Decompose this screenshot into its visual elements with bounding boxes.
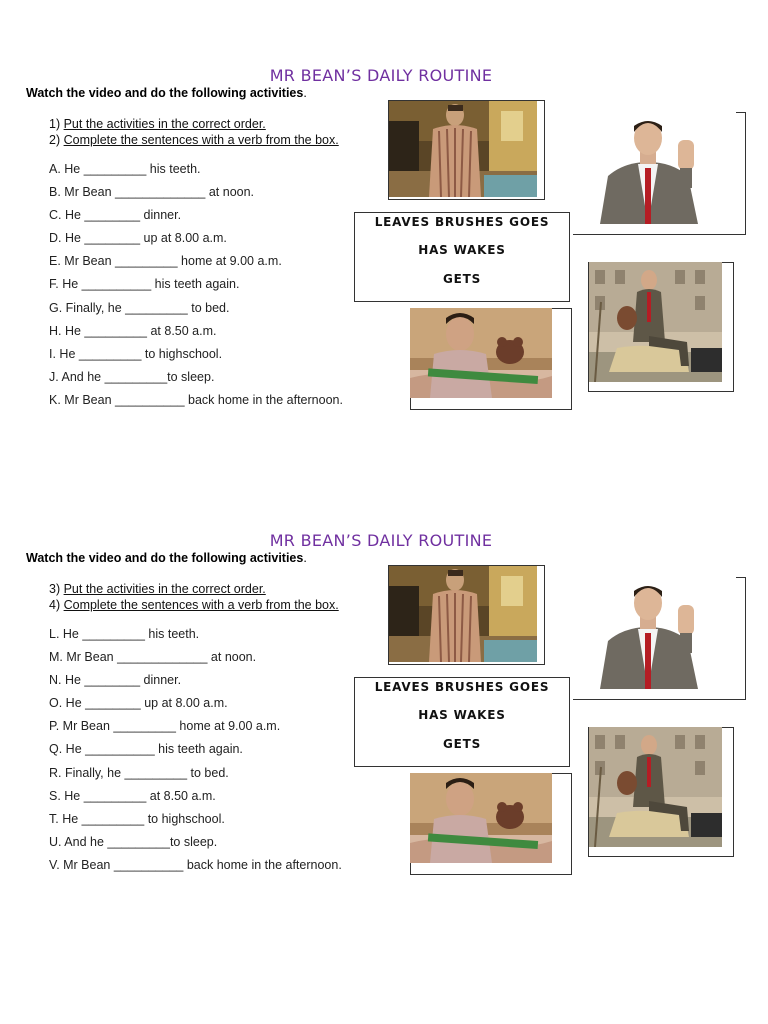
sentence-item: Q. He __________ his teeth again.	[49, 742, 243, 757]
sentence-item: P. Mr Bean _________ home at 9.00 a.m.	[49, 719, 281, 734]
verb-line: LEAVES BRUSHES GOES	[374, 215, 550, 229]
instruction-2: 2) Complete the sentences with a verb from the box.	[49, 133, 339, 147]
teddy-photo	[410, 773, 552, 863]
sentence-item: G. Finally, he _________ to bed.	[49, 300, 230, 315]
verb-line: LEAVES BRUSHES GOES	[374, 680, 550, 694]
sentence-item: N. He ________ dinner.	[49, 673, 182, 688]
worksheet-2	[0, 465, 768, 925]
bedroom-photo	[389, 101, 537, 197]
sentence-item: F. He __________ his teeth again.	[49, 277, 240, 292]
sentence-item: L. He _________ his teeth.	[49, 627, 200, 641]
instruction-3: 3) Put the activities in the correct order.	[49, 582, 266, 596]
waving-photo	[590, 114, 710, 224]
sentence-item: A. He _________ his teeth.	[49, 162, 201, 176]
sentence-list	[49, 162, 343, 416]
sentence-item: M. Mr Bean _____________ at noon.	[49, 650, 257, 665]
verb-line: HAS WAKES	[418, 708, 506, 722]
verb-box	[354, 677, 570, 767]
worksheet-title: MR BEAN’S DAILY ROUTINE	[269, 531, 493, 550]
sentence-item: D. He ________ up at 8.00 a.m.	[49, 231, 227, 246]
worksheet-subtitle: Watch the video and do the following activities.	[26, 86, 307, 100]
sentence-item: R. Finally, he _________ to bed.	[49, 765, 229, 780]
instruction-4: 4) Complete the sentences with a verb from the box.	[49, 598, 339, 612]
bedroom-photo	[389, 566, 537, 662]
sentence-item: S. He _________ at 8.50 a.m.	[49, 788, 216, 803]
sentence-item: T. He _________ to highschool.	[49, 811, 225, 826]
bench-photo	[589, 262, 722, 382]
bench-photo	[589, 727, 722, 847]
sentence-list	[49, 627, 342, 881]
sentence-item: B. Mr Bean _____________ at noon.	[49, 185, 255, 200]
verb-line: GETS	[442, 737, 482, 751]
verb-line: HAS WAKES	[418, 243, 506, 257]
sentence-item: E. Mr Bean _________ home at 9.00 a.m.	[49, 254, 282, 269]
verb-line: GETS	[442, 272, 482, 286]
worksheet-1	[0, 0, 768, 460]
sentence-item: K. Mr Bean __________ back home in the afternoon.	[49, 392, 343, 407]
sentence-item: O. He ________ up at 8.00 a.m.	[49, 696, 228, 711]
waving-photo	[590, 579, 710, 689]
sentence-item: C. He ________ dinner.	[49, 208, 182, 223]
verb-box	[354, 212, 570, 302]
sentence-item: U. And he _________to sleep.	[49, 834, 218, 849]
sentence-item: I. He _________ to highschool.	[49, 346, 223, 361]
teddy-photo	[410, 308, 552, 398]
sentence-item: H. He _________ at 8.50 a.m.	[49, 323, 217, 338]
sentence-item: J. And he _________to sleep.	[49, 369, 215, 384]
sentence-item: V. Mr Bean __________ back home in the afternoon.	[49, 857, 342, 872]
worksheet-subtitle: Watch the video and do the following activities.	[26, 551, 307, 565]
worksheet-title: MR BEAN’S DAILY ROUTINE	[269, 66, 493, 85]
instruction-1: 1) Put the activities in the correct order.	[49, 117, 266, 131]
